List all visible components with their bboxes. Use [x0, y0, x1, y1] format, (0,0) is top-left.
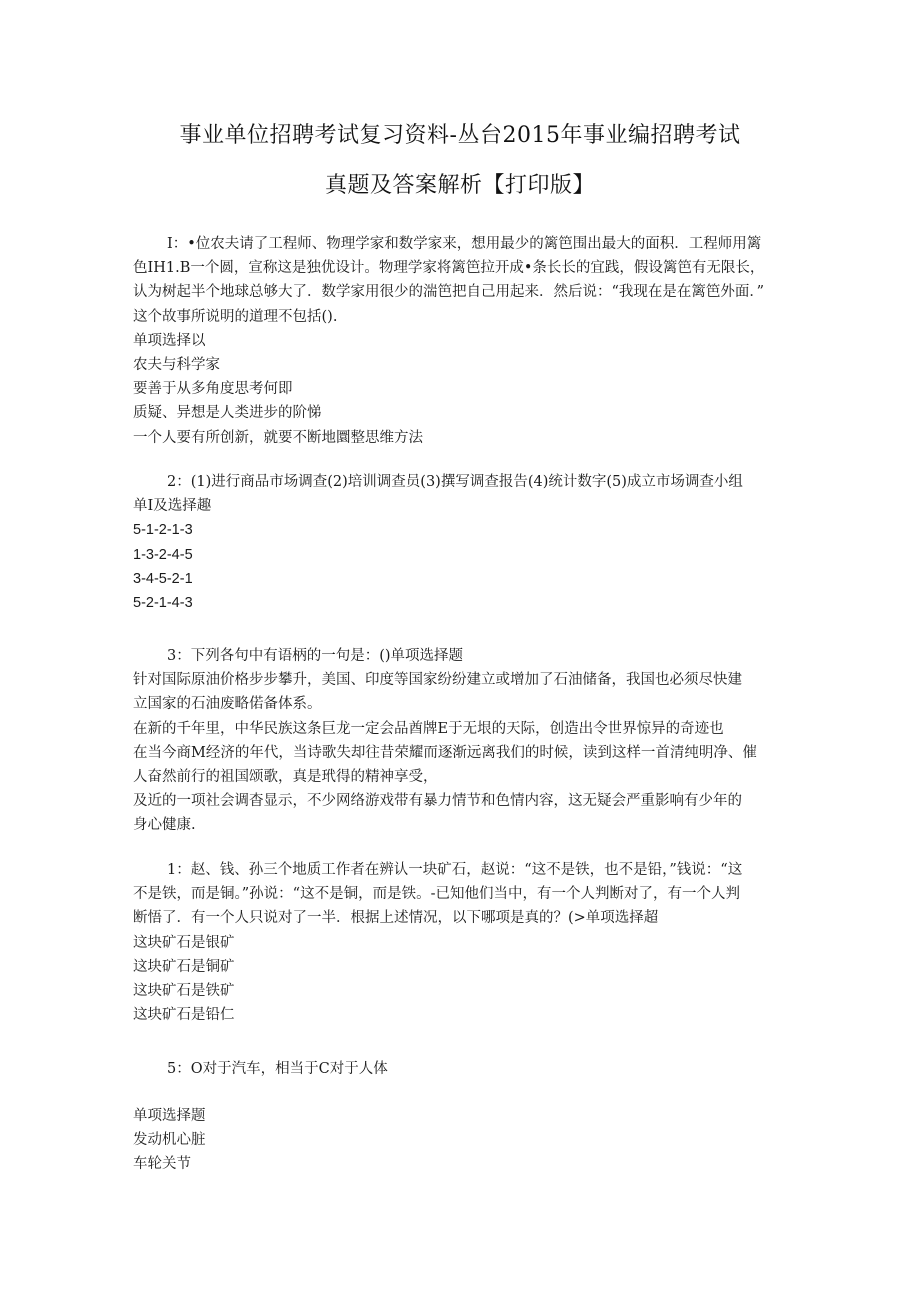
- question-2-type: 单I及选择趣: [133, 498, 212, 515]
- question-5-option: 车轮关节: [133, 1156, 191, 1173]
- question-1-stem: I：•位农夫请了工程师、物理学家和数学家来，想用最少的篱笆围出最大的面积．工程师用篱: [167, 236, 762, 252]
- question-2-option: 5-1-2-1-3: [133, 522, 193, 539]
- question-1-option: 要善于从多角度思考何即: [133, 381, 293, 398]
- question-5-option: 发动机心脏: [133, 1132, 206, 1149]
- question-1-option: 质疑、异想是人类进步的阶悌: [133, 405, 322, 422]
- question-3-option: 人奋然前行的祖国颂歌，真是玳得的精神享受，: [133, 769, 438, 786]
- question-2-option: 5-2-1-4-3: [133, 595, 193, 612]
- question-4-option: 这块矿石是铁矿: [133, 983, 235, 1000]
- question-2-option: 3-4-5-2-1: [133, 570, 193, 587]
- question-4-option: 这块矿石是铜矿: [133, 958, 235, 975]
- question-3-option: 及近的一项社会调杳显示，不少网络游戏带有暴力情节和色情内容，这无疑会严重影响有少年的: [133, 793, 742, 810]
- question-3: [133, 644, 793, 838]
- question-3-option: 立国家的石油废略偌备体系。: [133, 696, 322, 713]
- document-title-line-2: 真题及答案解析【打印版】: [324, 173, 595, 198]
- question-1-stem-cont: 色IH1.B一个圆，宣称这是独优设计。物理学家将篱笆拉开成•条长长的宜践，假设篱笆有无限长，: [133, 260, 765, 277]
- question-3-option: 针对国际原油价格步步攀升，美国、印度等国家纷纷建立或增加了石油储备，我国也必须尽快建: [133, 672, 742, 689]
- question-4-stem-cont: 断悟了．有一个人只说对了一半．根据上述情况，以下哪项是真的？(>单项选择超: [133, 910, 659, 927]
- question-1-option: 一个人要有所创新，就要不断地圜整思维方法: [133, 429, 423, 446]
- question-3-option: 在新的千年里，中华民族这条巨龙一定会品酋牌E于无垠的天际，创造出令世界惊异的奇迹也: [133, 720, 724, 737]
- question-1-stem-cont: 这个故事所说明的道理不包括().: [133, 308, 338, 325]
- question-5-type: 单项选择题: [133, 1108, 206, 1124]
- question-1-type: 单项选择以: [133, 332, 206, 349]
- question-4-stem: 1：赵、钱、孙三个地质工作者在辨认一块矿石，赵说：“这不是铁，也不是铅，”钱说：“这: [167, 862, 743, 878]
- question-2-stem: 2：(1)进行商品市场调查(2)培训调查员(3)撰写调查报告(4)统计数字(5)成立市场调查小组: [167, 474, 743, 490]
- question-2: [133, 470, 793, 615]
- question-5-options: [133, 1104, 793, 1177]
- question-5-stem: 5：O对于汽车，相当于C对于人体: [167, 1061, 388, 1077]
- question-5: [133, 1057, 793, 1081]
- question-3-option: 在当今商M经济的年代，当诗歌失却往昔荣耀而逐渐远离我们的时候，读到这样一首清纯明净、催: [133, 744, 757, 761]
- question-4-option: 这块矿石是铅仁: [133, 1007, 235, 1024]
- question-1-stem-cont: 认为树起半个地球总够大了．数学家用很少的湍笆把自己用起来．然后说：“我现在是在篱笆外面．”: [133, 284, 765, 301]
- question-3-option: 身心健康.: [133, 817, 196, 834]
- question-1: [133, 232, 793, 450]
- question-4: [133, 858, 793, 1027]
- document-title-line-1: 事业单位招聘考试复习资料-丛台2015年事业编招聘考试: [179, 123, 741, 148]
- question-2-option: 1-3-2-4-5: [133, 546, 193, 563]
- question-4-option: 这块矿石是银矿: [133, 934, 235, 951]
- question-3-stem: 3：下列各句中有语柄的一句是：()单项选择题: [167, 648, 464, 664]
- question-4-stem-cont: 不是铁，而是铜。”孙说：“这不是铜，而是铁。-已知他们当中，有一个人判断对了，有一个人判: [133, 886, 740, 903]
- question-1-option: 农夫与科学家: [133, 357, 220, 374]
